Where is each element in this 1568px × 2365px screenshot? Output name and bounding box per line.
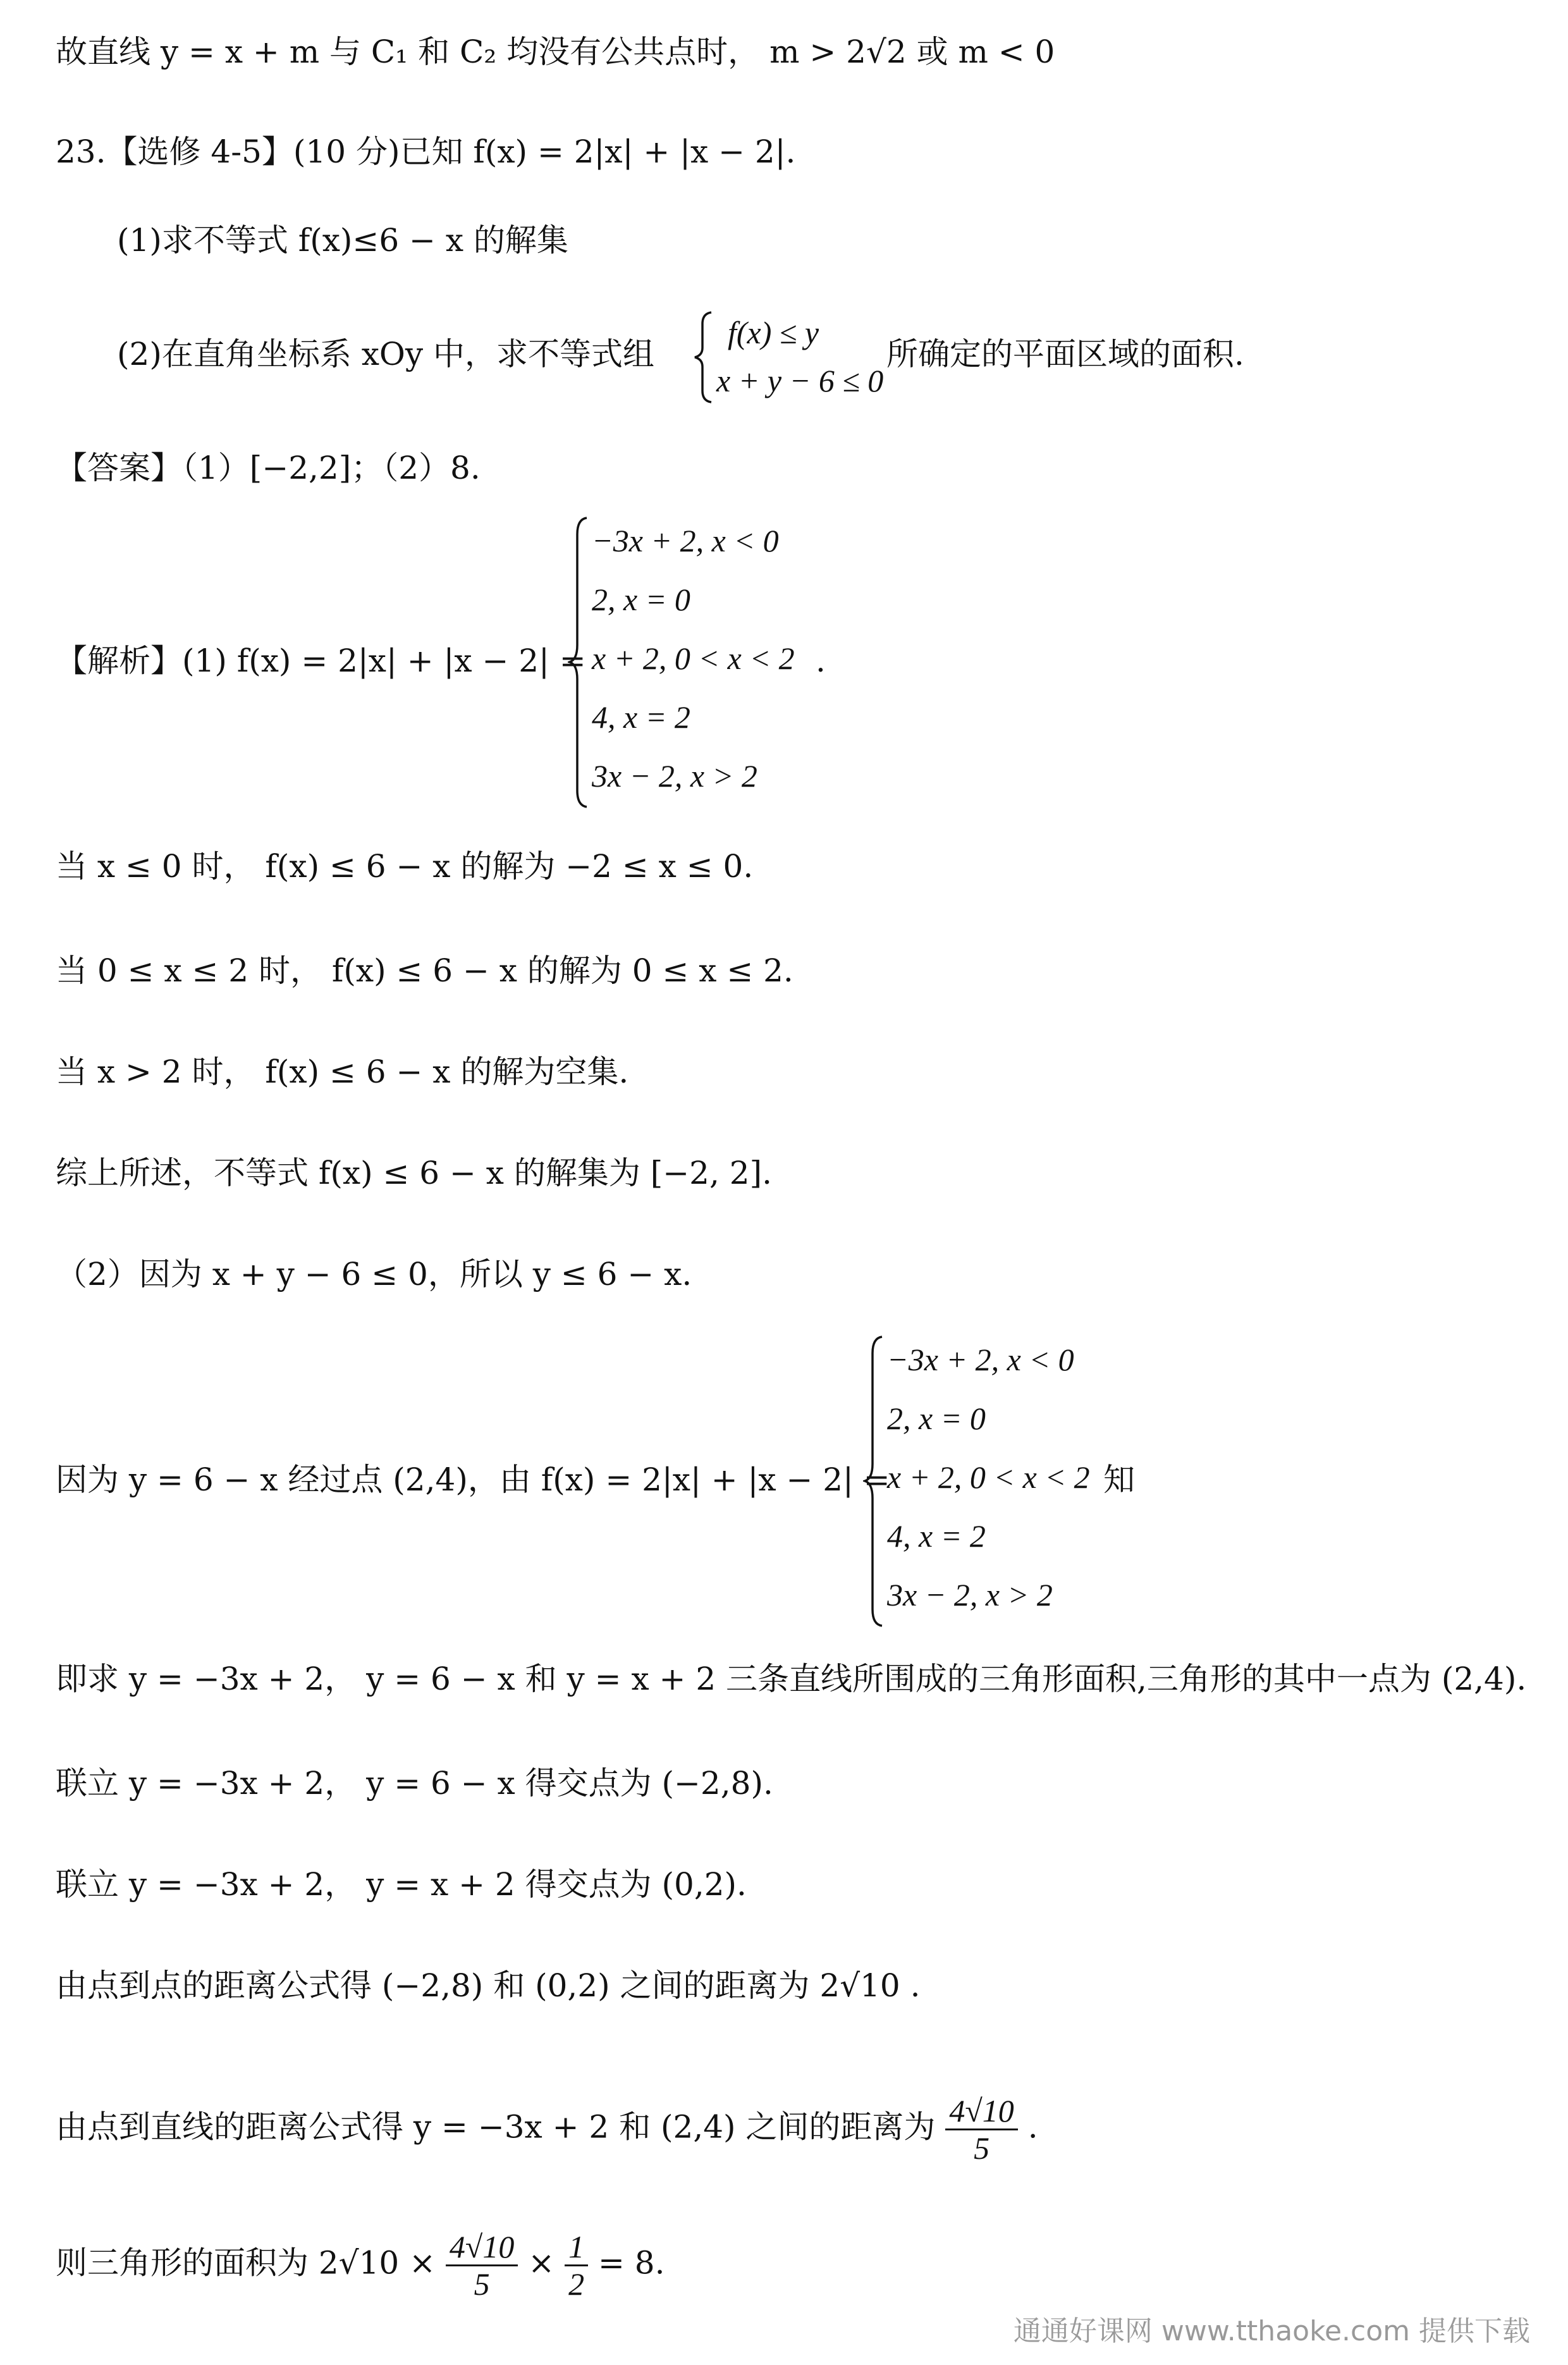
distance-point-line-end: . [1027,2108,1038,2146]
case-x-le-0: 当 x ≤ 0 时， f(x) ≤ 6 − x 的解为 −2 ≤ x ≤ 0. [56,848,754,885]
piecewise-function-1 [568,515,859,809]
left-brace-icon [863,1334,886,1628]
fraction-half [565,2229,588,2302]
piece-3: x + 2, 0 < x < 2 [592,641,795,676]
part-2-start: （2）因为 x + y − 6 ≤ 0，所以 y ≤ 6 − x. [56,1256,692,1293]
summary-solution-set: 综上所述，不等式 f(x) ≤ 6 − x 的解集为 [−2, 2]. [56,1155,772,1191]
piece-5: 3x − 2, x > 2 [592,758,757,794]
part-2-line-through-point: 因为 y = 6 − x 经过点 (2,4)，由 f(x) = 2|x| + |x − 2| = [56,1461,890,1498]
fraction-denominator: 5 [974,2130,990,2166]
piece-1: −3x + 2, x < 0 [592,523,779,558]
triangle-area-text: 则三角形的面积为 2√10 × [56,2244,436,2282]
watermark: 通通好课网 www.tthaoke.com 提供下载 [1013,2315,1530,2347]
piece-3: x + 2, 0 < x < 2 [887,1459,1090,1495]
left-brace-icon [568,515,591,809]
line-conclusion: 故直线 y = x + m 与 C₁ 和 C₂ 均没有公共点时， m > 2√2 或 m < 0 [56,34,1055,70]
problem-part-1: (1)求不等式 f(x)≤6 − x 的解集 [117,222,568,259]
fraction-numerator: 1 [565,2229,588,2266]
analysis-intro-end: . [816,642,826,679]
distance-points: 由点到点的距离公式得 (−2,8) 和 (0,2) 之间的距离为 2√10 . [56,1967,921,2004]
piece-2: 2, x = 0 [887,1401,986,1436]
system-row-1: f(x) ≤ y [728,315,819,350]
piece-2: 2, x = 0 [592,582,690,617]
left-brace-icon [692,310,715,405]
piece-1: −3x + 2, x < 0 [887,1342,1074,1377]
inequality-system [692,310,882,405]
fraction-distance [945,2093,1017,2166]
times-sign: × [528,2244,555,2282]
fraction-denominator: 5 [474,2266,490,2302]
problem-part-2-text: (2)在直角坐标系 xOy 中，求不等式组 [117,336,655,372]
part-2-line-through-point-end: 知 [1103,1461,1135,1498]
problem-23-title: 23.【选修 4-5】(10 分)已知 f(x) = 2|x| + |x − 2|. [56,133,796,170]
triangle-area-result: = 8. [597,2244,665,2282]
triangle-area [56,2229,665,2302]
fraction-numerator: 4√10 [446,2229,518,2266]
piece-5: 3x − 2, x > 2 [887,1577,1053,1612]
fraction-numerator: 4√10 [945,2093,1017,2130]
system-row-2: x + y − 6 ≤ 0 [716,363,884,398]
piece-4: 4, x = 2 [592,699,690,735]
distance-point-line [56,2093,1038,2166]
distance-point-line-text: 由点到直线的距离公式得 y = −3x + 2 和 (2,4) 之间的距离为 [56,2108,936,2146]
answer-line: 【答案】（1）[−2,2]；（2）8. [56,450,481,486]
analysis-intro: 【解析】(1) f(x) = 2|x| + |x − 2| = [56,642,586,679]
piece-4: 4, x = 2 [887,1518,986,1554]
intersection-1: 联立 y = −3x + 2， y = 6 − x 得交点为 (−2,8). [56,1765,773,1802]
intersection-2: 联立 y = −3x + 2， y = x + 2 得交点为 (0,2). [56,1866,747,1903]
case-0-le-x-le-2: 当 0 ≤ x ≤ 2 时， f(x) ≤ 6 − x 的解为 0 ≤ x ≤ 2. [56,952,793,989]
triangle-lines: 即求 y = −3x + 2， y = 6 − x 和 y = x + 2 三条直线所围成的三角形面积,三角形的其中一点为 (2,4). [56,1661,1527,1697]
case-x-gt-2: 当 x > 2 时， f(x) ≤ 6 − x 的解为空集. [56,1054,629,1090]
problem-part-2-text-end: 所确定的平面区域的面积. [886,336,1244,372]
fraction-denominator: 2 [568,2266,585,2302]
fraction-height [446,2229,518,2302]
